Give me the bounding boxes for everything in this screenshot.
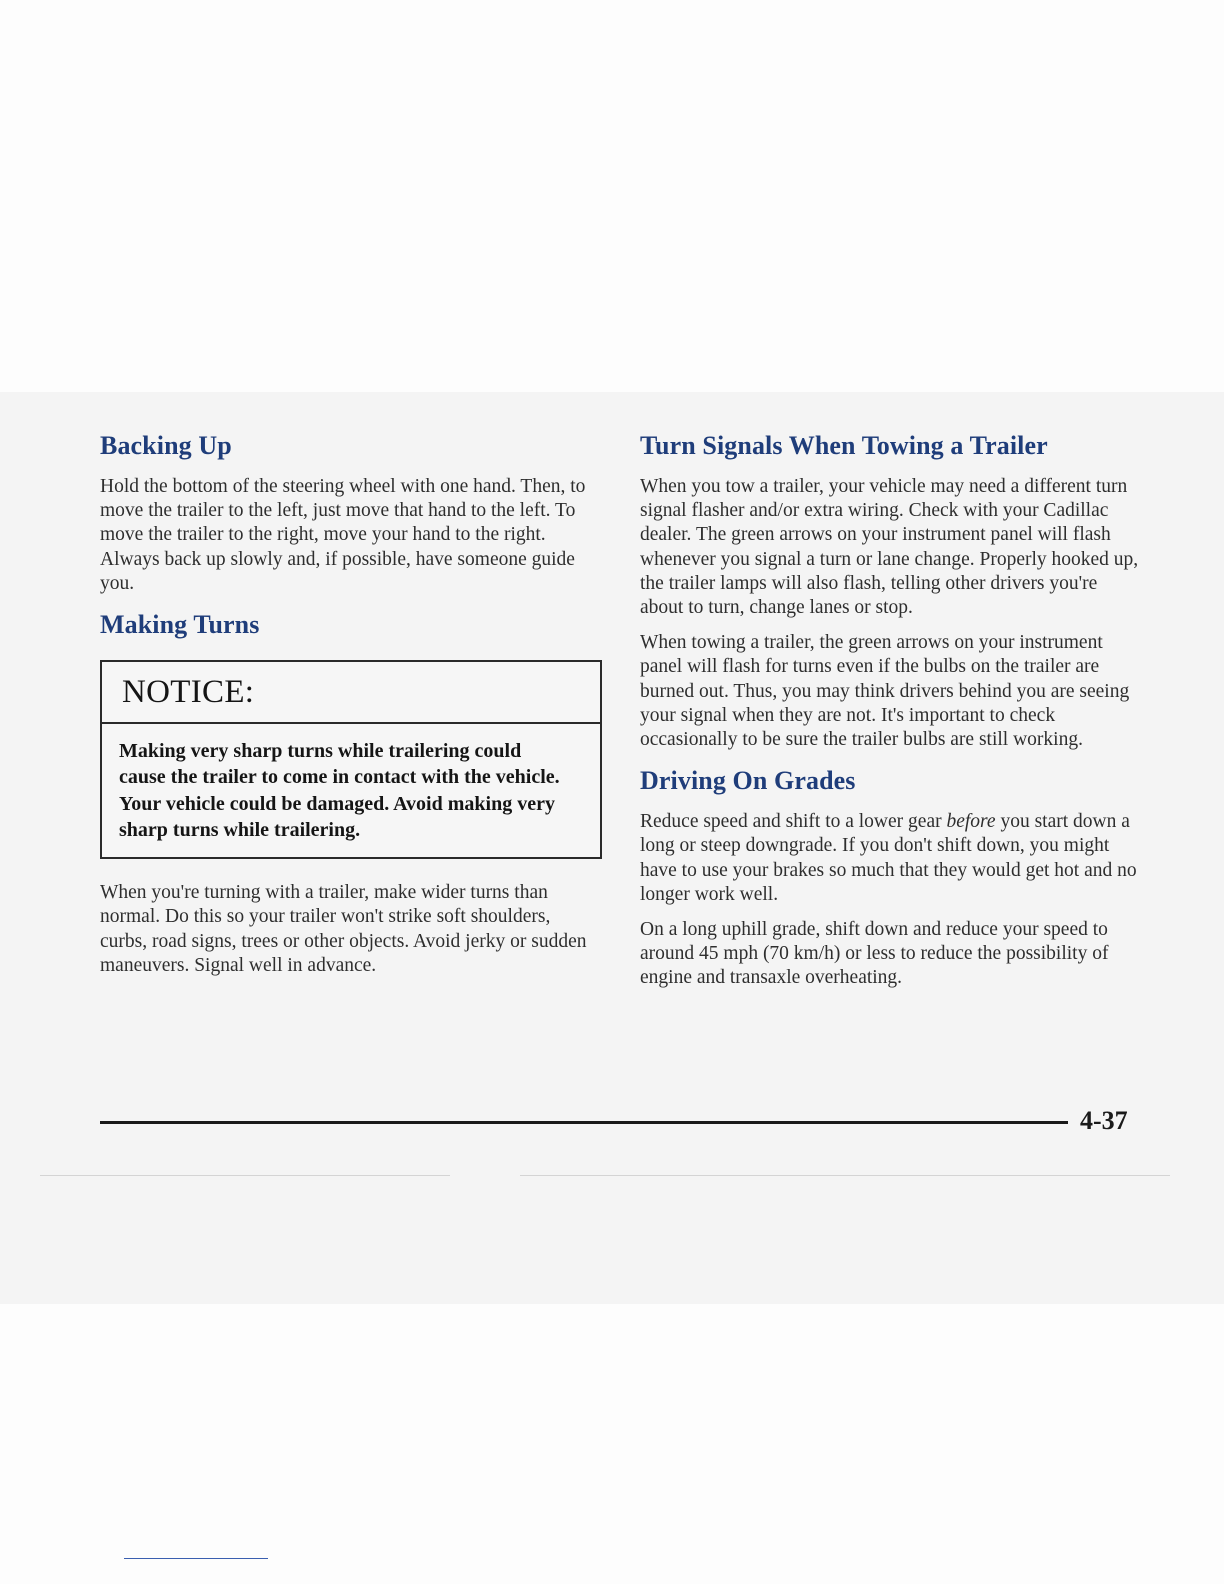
footer-rule [100,1121,1068,1124]
notice-title: NOTICE: [122,673,255,710]
notice-box [100,660,602,859]
grades-text-before: Reduce speed and shift to a lower gear [640,811,947,833]
paragraph-making-turns: When you're turning with a trailer, make wider turns than normal. Do this so your trailer won't strike soft shoulders, curbs, road signs, trees or other objects. Avoid jerky or sudden maneuvers. Signal well in advance. [100,882,587,976]
left-column [100,428,602,978]
paragraph-turn-signals-2: When towing a trailer, the green arrows on your instrument panel will flash for turns even if the bulbs on the trailer are burned out. Thus, you may think drivers behind you are seeing your signal when they are not. It's important to check occasionally to be sure the trailer bulbs are still working. [640,632,1130,751]
link-underline [124,1558,268,1559]
notice-text: Making very sharp turns while trailering could cause the trailer to come in contact with the vehicle. Your vehicle could be damaged. Avoid making very sharp turns while trailering. [119,740,560,841]
scan-artifact-line [520,1175,1170,1176]
heading-turn-signals: Turn Signals When Towing a Trailer [640,431,1048,460]
heading-backing-up: Backing Up [100,431,232,460]
paragraph-turn-signals-1: When you tow a trailer, your vehicle may need a different turn signal flasher and/or extra wiring. Check with your Cadillac dealer. The green arrows on your instrument panel will flash whenever you signal a turn or lane change. Properly hooked up, the trailer lamps will also flash, telling other drivers you're about to turn, change lanes or stop. [640,476,1139,619]
notice-body [102,724,600,857]
grades-text-after: you start down a long or steep downgrade. If you don't shift down, you might have to use your brakes so much that they would get hot and no longer work well. [640,811,1137,905]
section-making-turns [100,607,602,978]
section-turn-signals [640,428,1145,752]
section-driving-on-grades [640,763,1145,990]
paragraph-backing-up: Hold the bottom of the steering wheel with one hand. Then, to move the trailer to the left, just move that hand to the left. To move the trailer to the right, move your hand to the right. Always back up slowly and, if possible, have someone guide you. [100,476,586,594]
grades-emphasis: before [946,811,996,833]
right-column [640,428,1145,991]
paragraph-grades-1 [640,810,1145,907]
notice-header [102,662,600,724]
heading-driving-on-grades: Driving On Grades [640,766,856,796]
scan-artifact-line [40,1175,450,1176]
heading-making-turns: Making Turns [100,610,260,640]
page-number: 4-37 [1080,1106,1128,1135]
section-backing-up [100,428,602,596]
paragraph-grades-2: On a long uphill grade, shift down and reduce your speed to around 45 mph (70 km/h) or less to reduce the possibility of engine and transaxle overheating. [640,919,1109,989]
